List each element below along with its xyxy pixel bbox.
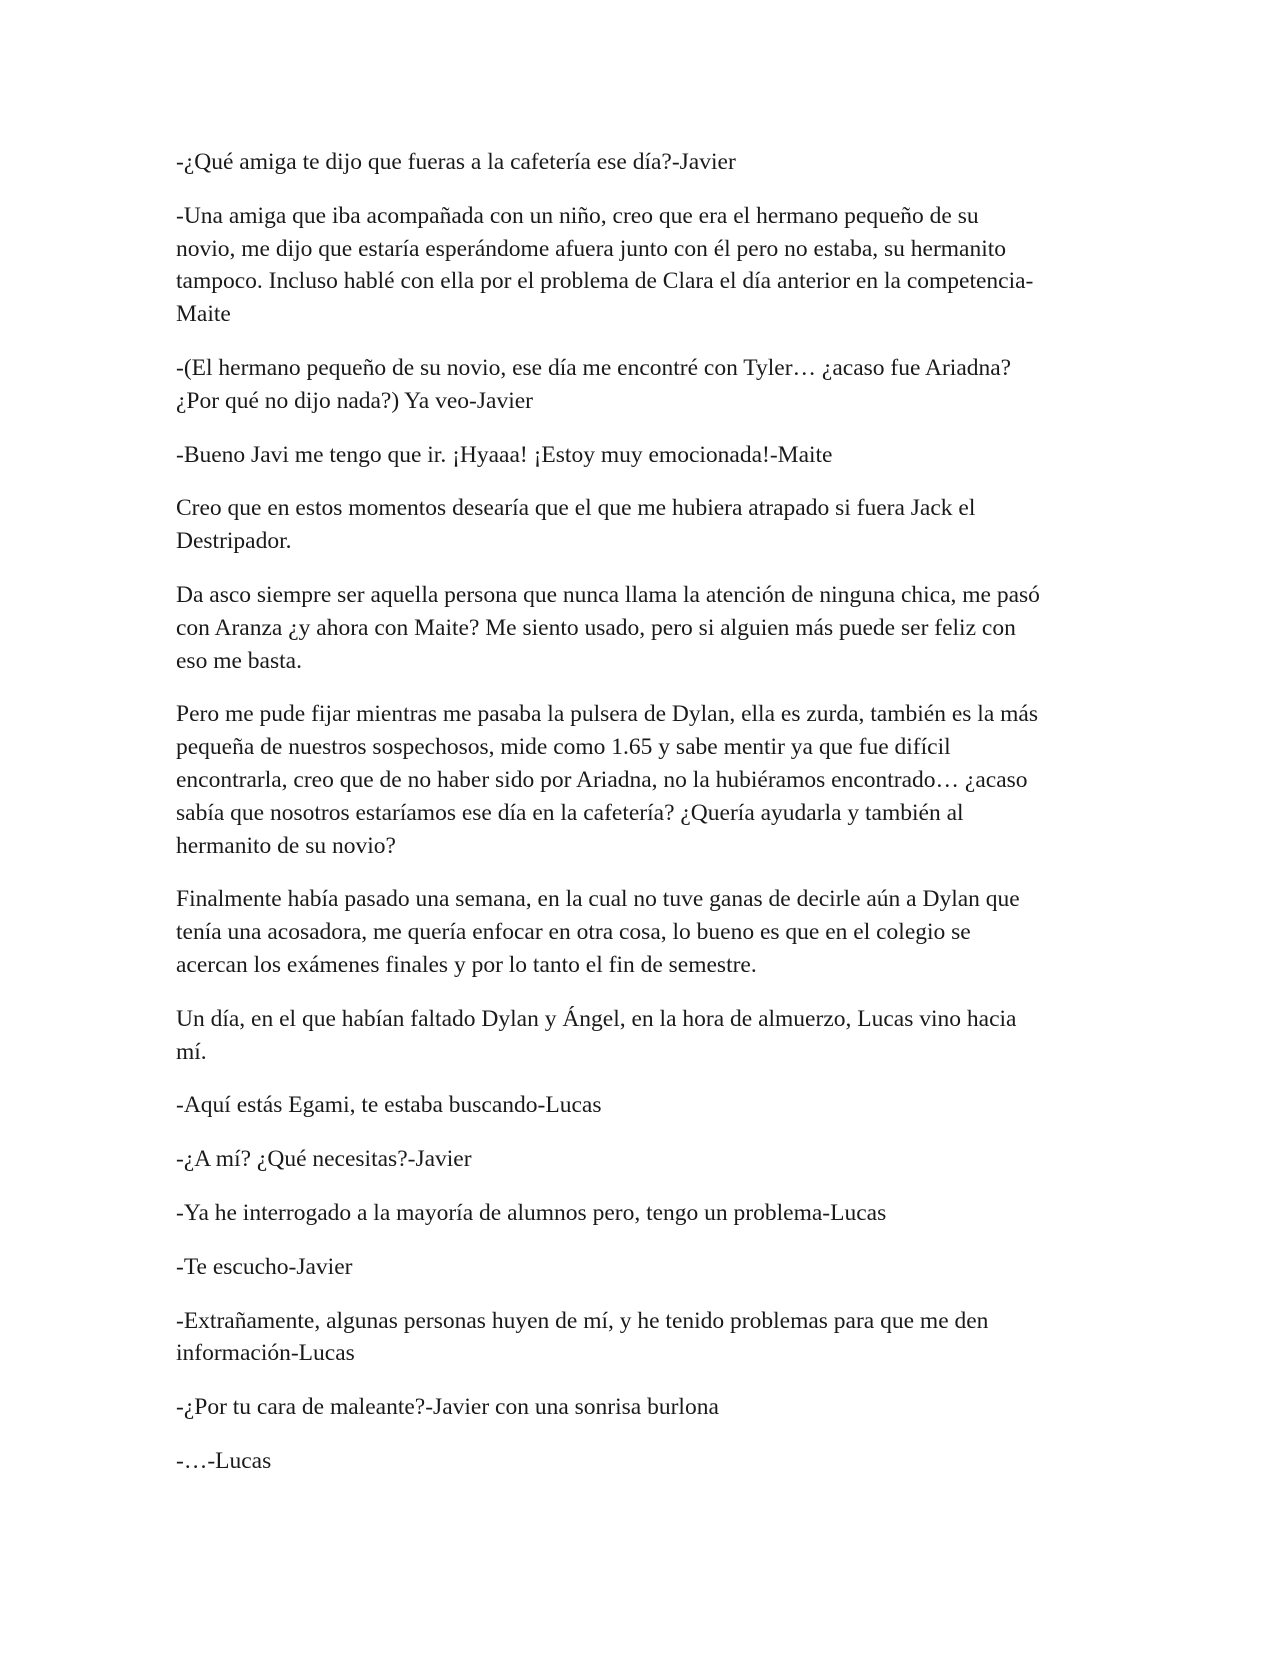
text-line: encontrarla, creo que de no haber sido por Ariadna, no la hubiéramos encontrado… ¿acaso [176, 766, 1028, 793]
text-line: mí. [176, 1038, 207, 1065]
paragraph [176, 579, 1111, 677]
paragraph [176, 146, 1111, 179]
text-line: -¿Qué amiga te dijo que fueras a la cafetería ese día?-Javier [176, 149, 736, 175]
paragraph [176, 1391, 1111, 1424]
text-line: -Aquí estás Egami, te estaba buscando-Lucas [176, 1092, 602, 1119]
paragraph [176, 439, 1111, 472]
text-line: -¿A mí? ¿Qué necesitas?-Javier [176, 1146, 472, 1173]
text-line: -(El hermano pequeño de su novio, ese día me encontré con Tyler… ¿acaso fue Ariadna? [176, 354, 1012, 381]
paragraph [176, 1445, 1111, 1478]
text-line: con Aranza ¿y ahora con Maite? Me siento usado, pero si alguien más puede ser feliz con [176, 614, 1016, 641]
text-line: -Extrañamente, algunas personas huyen de mí, y he tenido problemas para que me den [176, 1307, 989, 1334]
text-line: hermanito de su novio? [176, 832, 396, 859]
text-line: pequeña de nuestros sospechosos, mide como 1.65 y sabe mentir ya que fue difícil [176, 734, 951, 761]
text-line: -Bueno Javi me tengo que ir. ¡Hyaaa! ¡Estoy muy emocionada!-Maite [176, 441, 833, 468]
text-line: Pero me pude fijar mientras me pasaba la pulsera de Dylan, ella es zurda, también es la más [176, 701, 1038, 728]
text-line: -Te escucho-Javier [176, 1253, 353, 1280]
text-line: Destripador. [176, 528, 292, 555]
paragraph [176, 1143, 1111, 1176]
text-line: -Una amiga que iba acompañada con un niño, creo que era el hermano pequeño de su [176, 202, 979, 229]
paragraph [176, 1305, 1111, 1371]
paragraph [176, 1089, 1111, 1122]
text-line: Un día, en el que habían faltado Dylan y Ángel, en la hora de almuerzo, Lucas vino hacia [176, 1005, 1017, 1032]
text-line: tenía una acosadora, me quería enfocar en otra cosa, lo bueno es que en el colegio se [176, 919, 971, 946]
document-body [176, 146, 1111, 1499]
paragraph [176, 883, 1111, 981]
text-line: -Ya he interrogado a la mayoría de alumnos pero, tengo un problema-Lucas [176, 1199, 887, 1226]
paragraph [176, 352, 1111, 418]
text-line: sabía que nosotros estaríamos ese día en la cafetería? ¿Quería ayudarla y también al [176, 799, 964, 826]
text-line: tampoco. Incluso hablé con ella por el problema de Clara el día anterior en la competencia- [176, 268, 1034, 295]
paragraph [176, 1197, 1111, 1230]
text-line: Creo que en estos momentos desearía que el que me hubiera atrapado si fuera Jack el [176, 495, 976, 522]
text-line: Maite [176, 301, 231, 328]
text-line: información-Lucas [176, 1340, 355, 1367]
text-line: novio, me dijo que estaría esperándome afuera junto con él pero no estaba, su hermanito [176, 235, 1007, 262]
text-line: Finalmente había pasado una semana, en la cual no tuve ganas de decirle aún a Dylan que [176, 886, 1020, 913]
paragraph [176, 698, 1111, 862]
text-line: ¿Por qué no dijo nada?) Ya veo-Javier [176, 387, 533, 414]
paragraph [176, 492, 1111, 558]
paragraph [176, 1251, 1111, 1284]
paragraph [176, 1003, 1111, 1069]
paragraph [176, 200, 1111, 331]
text-line: -…-Lucas [176, 1447, 272, 1474]
text-line: -¿Por tu cara de maleante?-Javier con una sonrisa burlona [176, 1394, 719, 1421]
text-line: acercan los exámenes finales y por lo tanto el fin de semestre. [176, 951, 757, 978]
text-line: Da asco siempre ser aquella persona que nunca llama la atención de ninguna chica, me pasó [176, 581, 1040, 608]
text-line: eso me basta. [176, 647, 302, 674]
